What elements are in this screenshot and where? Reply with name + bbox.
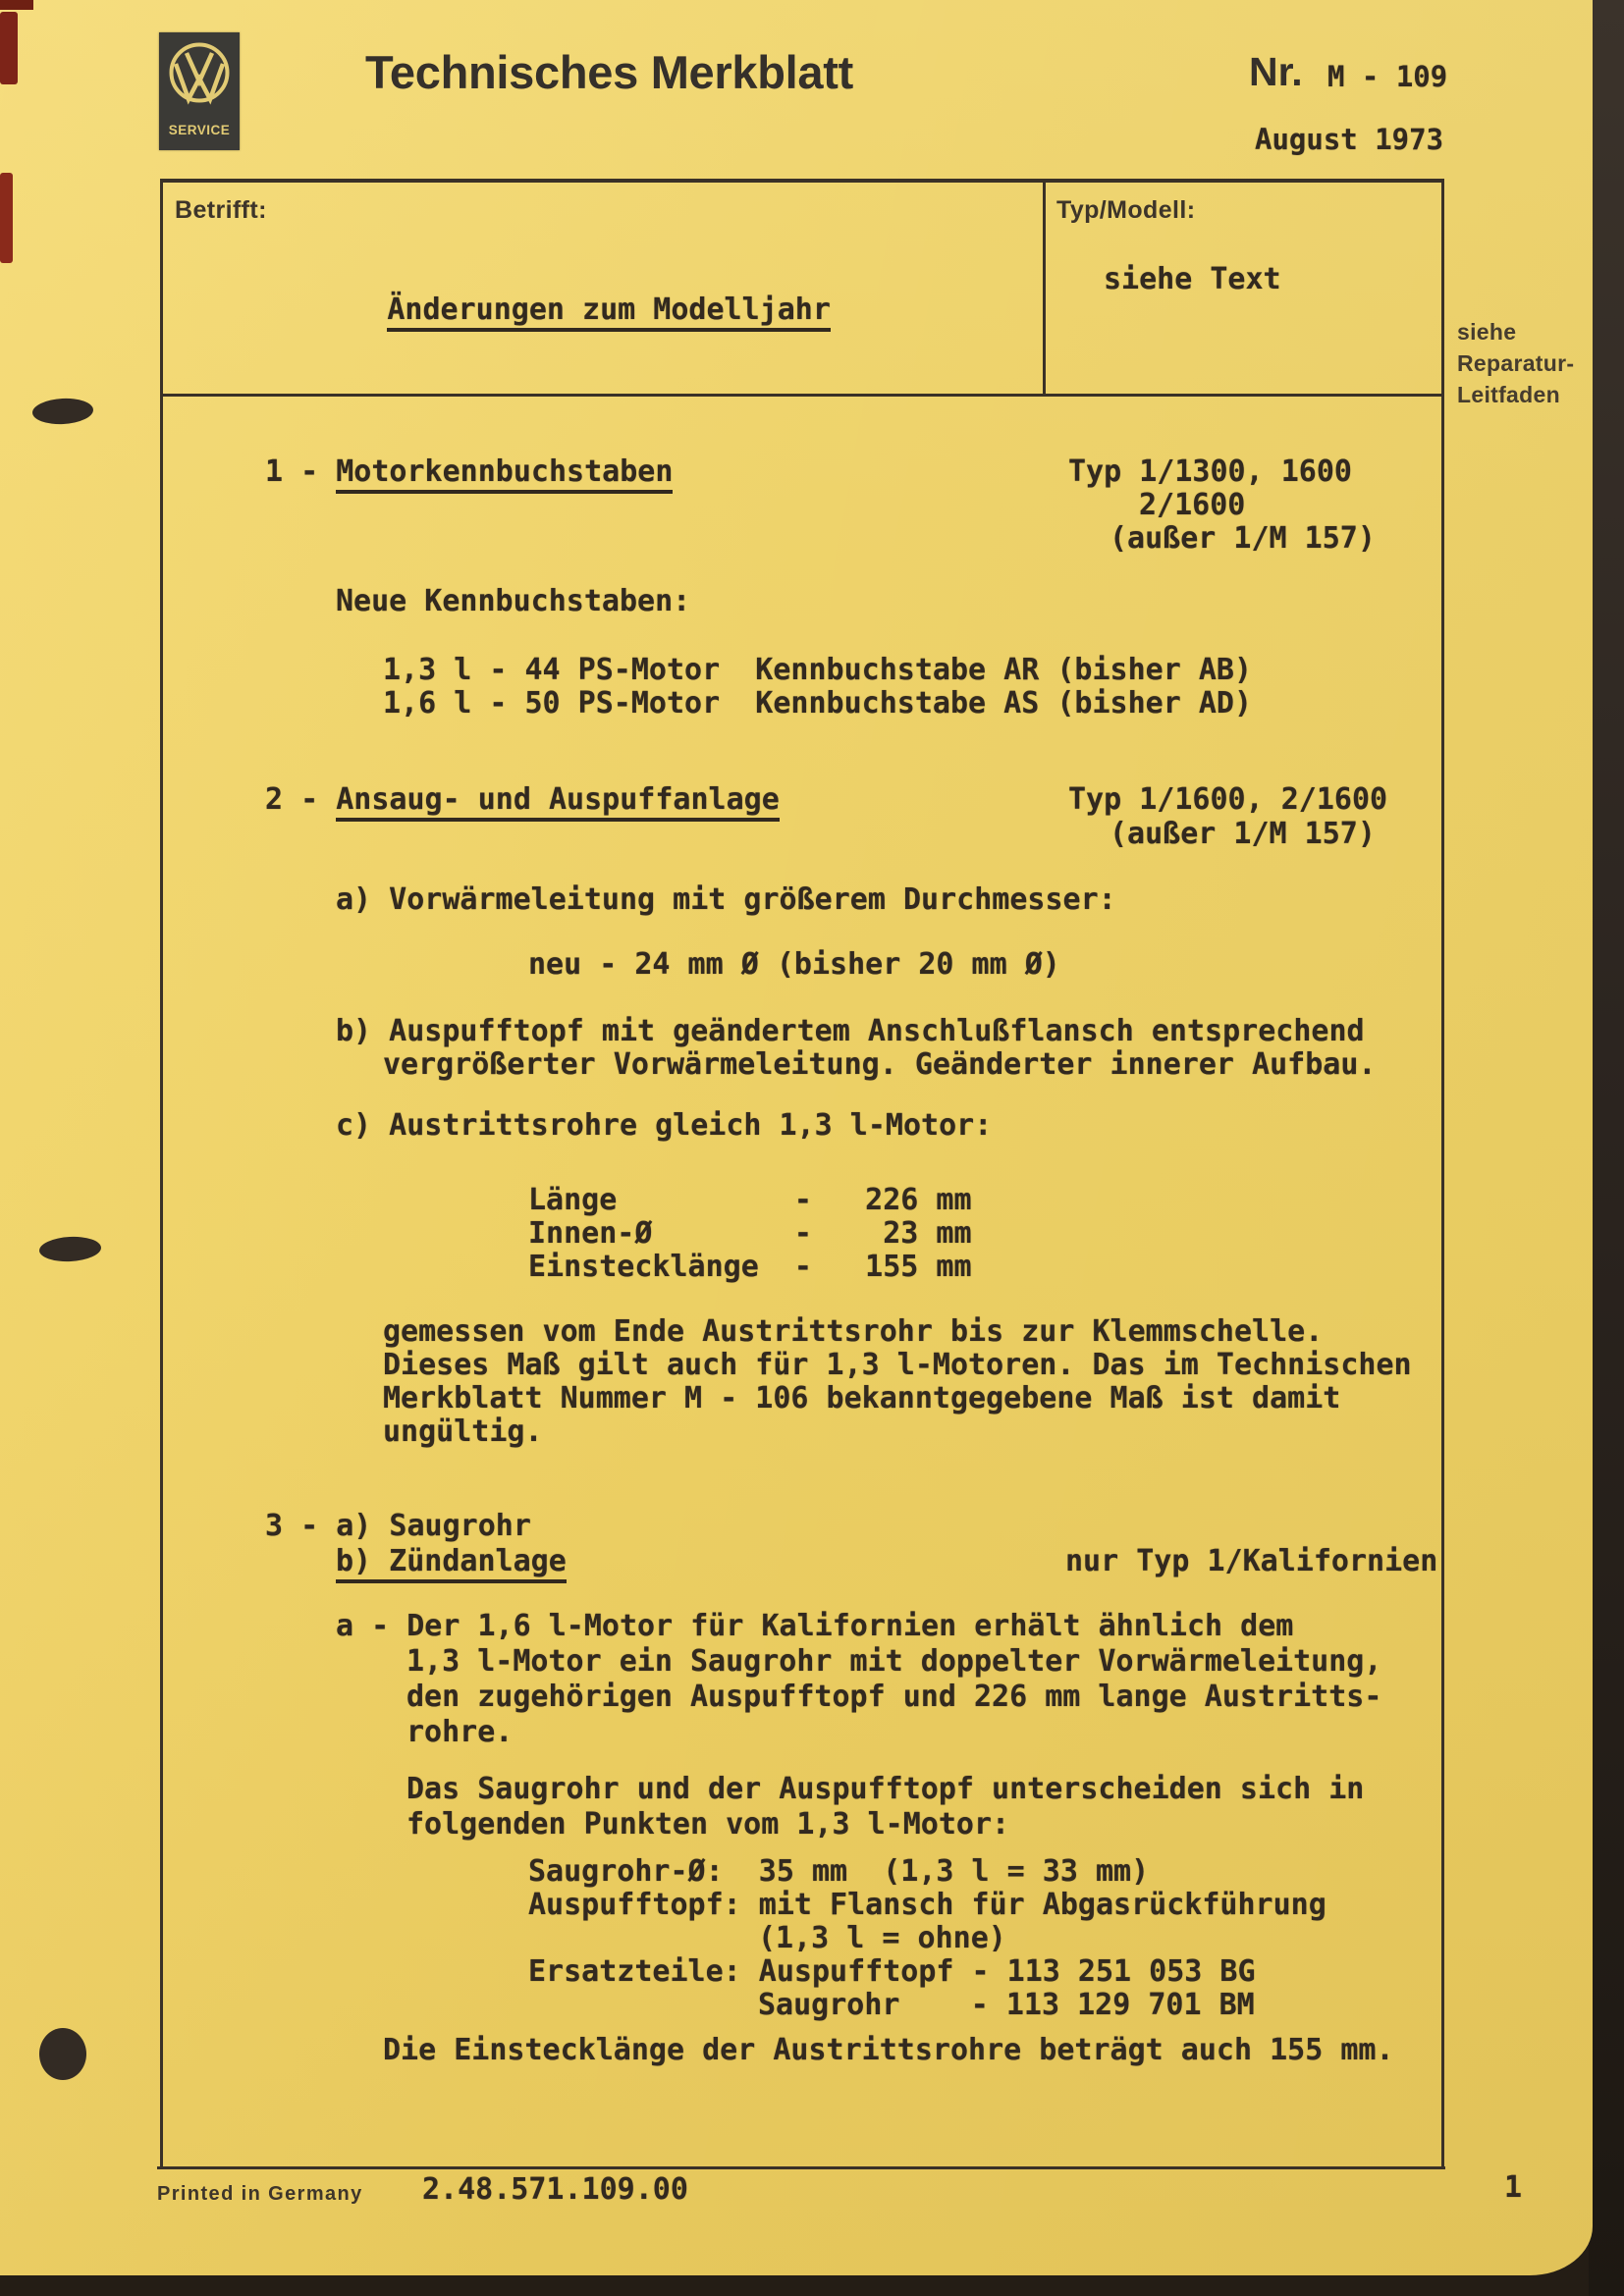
footer-line <box>157 2166 1445 2169</box>
vw-roundel-icon <box>159 32 240 150</box>
section-3-typ-line: nur Typ 1/Kalifornien <box>1065 1544 1438 1578</box>
content-left-border <box>160 179 163 2169</box>
scan-artifact-red <box>0 173 13 263</box>
typ-modell-value: siehe Text <box>1104 262 1281 296</box>
dimension-row: Einstecklänge - 155 mm <box>528 1250 972 1284</box>
bulletin-number-label: Nr. <box>1249 49 1303 94</box>
section-2-typ-line: (außer 1/M 157) <box>1110 817 1376 851</box>
section-2-heading <box>265 783 780 818</box>
section-3-paragraph: Das Saugrohr und der Auspufftopf unterscheiden sich in <box>406 1772 1365 1806</box>
section-3-paragraph: den zugehörigen Auspufftopf und 226 mm lange Austritts- <box>406 1680 1382 1714</box>
section-3-paragraph: Die Einstecklänge der Austrittsrohre beträgt auch 155 mm. <box>383 2033 1394 2067</box>
section-1-typ-line: 2/1600 <box>1139 488 1246 522</box>
scan-edge-right <box>1589 0 1624 2296</box>
section-2-item-b: vergrößerter Vorwärmeleitung. Geänderter innerer Aufbau. <box>383 1047 1377 1082</box>
section-1-typ-line: (außer 1/M 157) <box>1110 521 1376 556</box>
section-3-paragraph: 1,3 l-Motor ein Saugrohr mit doppelter Vorwärmeleitung, <box>406 1644 1382 1679</box>
section-2-typ-line: Typ 1/1600, 2/1600 <box>1068 782 1388 817</box>
section-1-typ-line: Typ 1/1300, 1600 <box>1068 454 1352 489</box>
section-1-row: 1,6 l - 50 PS-Motor Kennbuchstabe AS (bisher AD) <box>383 686 1253 721</box>
section-1-row: 1,3 l - 44 PS-Motor Kennbuchstabe AR (bisher AB) <box>383 653 1253 687</box>
section-2-item-a: a) Vorwärmeleitung mit größerem Durchmesser: <box>336 882 1116 917</box>
sidenote-line: siehe <box>1457 319 1517 345</box>
section-3-paragraph: folgenden Punkten vom 1,3 l-Motor: <box>406 1807 1010 1842</box>
logo-service-label: SERVICE <box>168 123 231 137</box>
section-2-title: Ansaug- und Auspuffanlage <box>336 782 780 822</box>
betrifft-label: Betrifft: <box>175 196 267 224</box>
spec-row: Saugrohr-Ø: 35 mm (1,3 l = 33 mm) <box>528 1854 1150 1889</box>
section-2-item-a-value: neu - 24 mm Ø (bisher 20 mm Ø) <box>528 947 1060 982</box>
section-2-item-c: c) Austrittsrohre gleich 1,3 l-Motor: <box>336 1108 993 1143</box>
punch-hole <box>39 2028 86 2080</box>
header-box-bottom-line <box>160 394 1444 397</box>
sidenote-line: Leitfaden <box>1457 382 1560 407</box>
betrifft-value <box>281 259 831 361</box>
section-3-heading-a: 3 - a) Saugrohr <box>265 1509 531 1543</box>
section-2-number: 2 - <box>265 782 337 817</box>
document-title: Technisches Merkblatt <box>365 46 853 98</box>
scan-artifact-red <box>0 12 18 84</box>
section-2-paragraph: gemessen vom Ende Austrittsrohr bis zur Klemmschelle. <box>383 1314 1324 1349</box>
spec-row: Auspufftopf: mit Flansch für Abgasrückführung <box>528 1888 1326 1922</box>
section-2-paragraph: Dieses Maß gilt auch für 1,3 l-Motoren. Das im Technischen <box>383 1348 1412 1382</box>
section-2-item-b: b) Auspufftopf mit geändertem Anschlußflansch entsprechend <box>336 1014 1365 1048</box>
bulletin-date: August 1973 <box>1255 123 1444 156</box>
section-3-paragraph: a - Der 1,6 l-Motor für Kalifornien erhält ähnlich dem <box>336 1609 1294 1643</box>
section-2-paragraph: Merkblatt Nummer M - 106 bekanntgegebene Maß ist damit <box>383 1381 1341 1415</box>
spec-row: Saugrohr - 113 129 701 BM <box>758 1988 1255 2022</box>
section-1-intro: Neue Kennbuchstaben: <box>336 584 691 618</box>
typ-modell-label: Typ/Modell: <box>1056 196 1196 224</box>
dimension-row: Länge - 226 mm <box>528 1183 972 1217</box>
sidenote-line: Reparatur- <box>1457 350 1575 376</box>
punch-hole <box>31 397 93 425</box>
dimension-row: Innen-Ø - 23 mm <box>528 1216 972 1251</box>
header-box-divider <box>1043 179 1046 397</box>
spec-row: (1,3 l = ohne) <box>758 1921 1006 1955</box>
print-code: 2.48.571.109.00 <box>422 2172 688 2207</box>
page-number: 1 <box>1504 2170 1523 2205</box>
scan-artifact-red <box>0 0 33 10</box>
section-1-number: 1 - <box>265 454 337 489</box>
content-right-border <box>1441 179 1444 2169</box>
betrifft-value-underlined: Änderungen zum Modelljahr <box>387 293 831 332</box>
section-3-title-underlined: b) Zündanlage <box>336 1544 567 1583</box>
header-box-top-line <box>160 179 1444 183</box>
section-3-paragraph: rohre. <box>406 1715 514 1749</box>
punch-hole <box>38 1235 101 1262</box>
printed-in-germany-label: Printed in Germany <box>157 2183 363 2205</box>
vw-service-logo <box>159 32 240 150</box>
section-2-paragraph: ungültig. <box>383 1415 543 1449</box>
bulletin-number-value: M - 109 <box>1327 60 1448 93</box>
section-3-heading-b <box>336 1545 567 1579</box>
section-1-heading <box>265 455 673 490</box>
section-1-title: Motorkennbuchstaben <box>336 454 673 494</box>
spec-row: Ersatzteile: Auspufftopf - 113 251 053 BG <box>528 1954 1256 1989</box>
